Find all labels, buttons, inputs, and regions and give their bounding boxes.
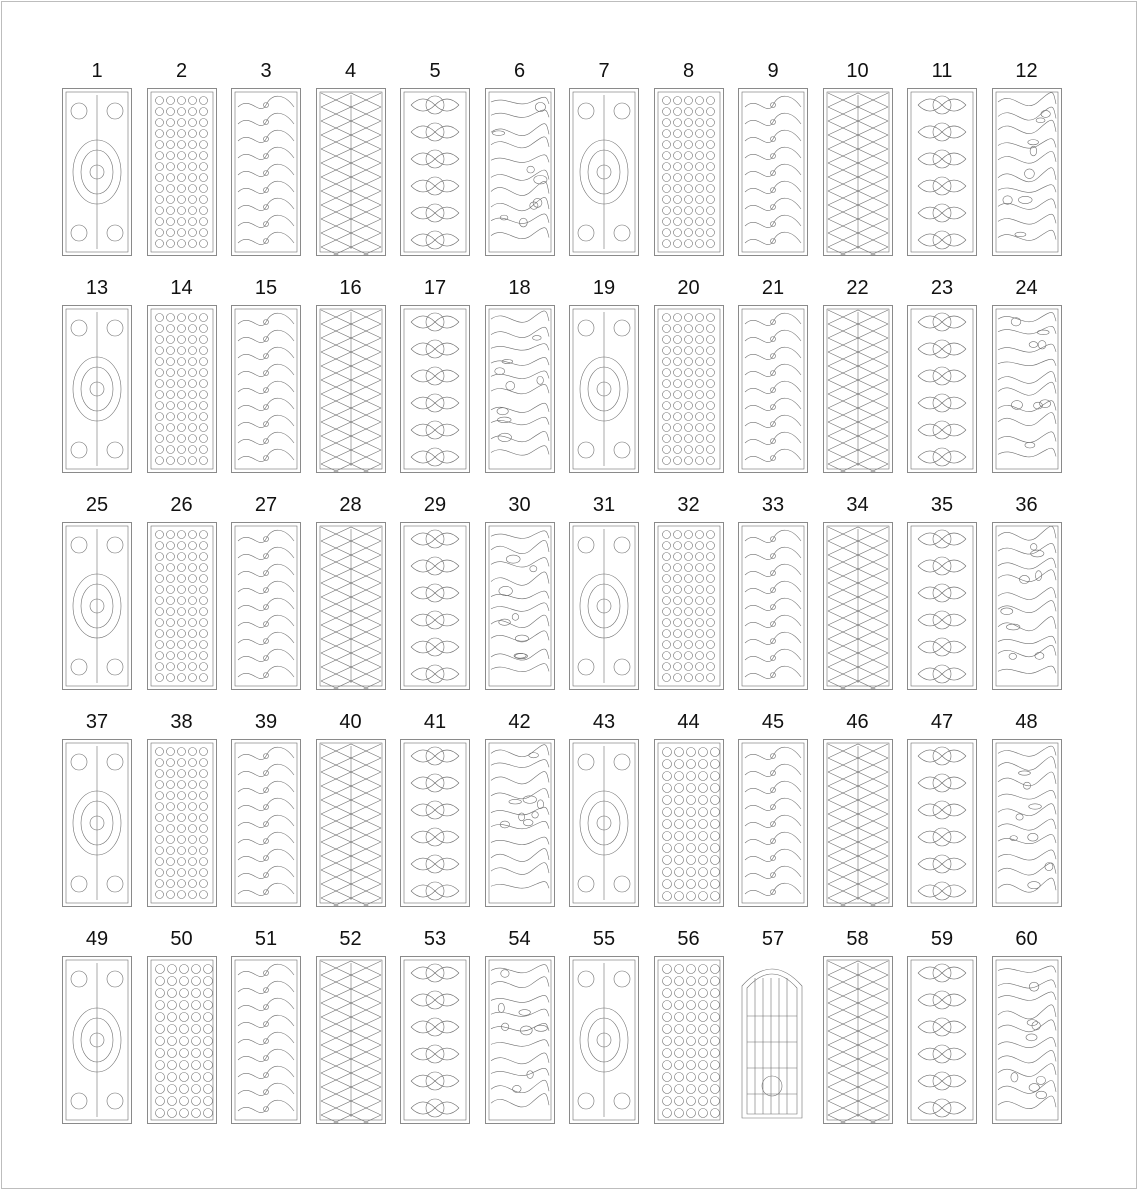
panel-number: 28 <box>339 494 362 516</box>
panel-cell <box>231 709 301 909</box>
pebble-panel <box>907 956 977 1124</box>
panel-pattern-icon <box>232 957 300 1123</box>
panel-pattern-icon <box>486 523 554 689</box>
panel-pattern-icon <box>401 957 469 1123</box>
star-flower-panel <box>738 739 808 907</box>
panel-cell <box>147 58 217 258</box>
floral-lace-panel <box>231 739 301 907</box>
panel-cell <box>738 709 808 909</box>
panel-cell <box>316 492 386 692</box>
leaf-scroll-panel <box>654 88 724 256</box>
panel-cell <box>738 275 808 475</box>
panel-pattern-icon <box>232 89 300 255</box>
panel-number: 57 <box>761 928 785 950</box>
panel-pattern-icon <box>908 523 976 689</box>
panel-number: 7 <box>598 60 610 82</box>
panel-pattern-icon <box>824 306 892 472</box>
scroll-lattice-panel <box>485 305 555 473</box>
panel-number: 1 <box>91 60 103 82</box>
circle-grid-panel <box>231 522 301 690</box>
panel-pattern-icon <box>317 957 385 1123</box>
panel-pattern-icon <box>401 306 469 472</box>
moorish-panel <box>569 956 639 1124</box>
panel-pattern-icon <box>232 740 300 906</box>
panel-number: 25 <box>85 494 109 516</box>
damask-panel <box>147 522 217 690</box>
wave-scroll-panel <box>992 739 1062 907</box>
hook-scroll-panel <box>316 956 386 1124</box>
panel-number: 38 <box>170 711 193 733</box>
panel-cell <box>569 492 639 692</box>
panel-cell <box>62 58 132 258</box>
panel-cell <box>400 709 470 909</box>
vase-floral-panel <box>316 88 386 256</box>
scale-panel <box>992 522 1062 690</box>
double-rosette-panel <box>231 88 301 256</box>
hex-lattice-panel <box>485 522 555 690</box>
panel-cell <box>485 275 555 475</box>
geometric-cross-panel <box>738 522 808 690</box>
panel-cell <box>316 926 386 1126</box>
panel-pattern-icon <box>317 306 385 472</box>
panel-number: 14 <box>170 277 193 299</box>
cross-lattice-panel <box>400 522 470 690</box>
panel-pattern-icon <box>63 740 131 906</box>
flower-scroll-panel <box>316 305 386 473</box>
panel-cell <box>147 492 217 692</box>
panel-number: 36 <box>1015 494 1038 516</box>
panel-number: 48 <box>1015 711 1038 733</box>
medallion-panel <box>62 88 132 256</box>
panel-pattern-icon <box>908 306 976 472</box>
butterfly-panel <box>400 956 470 1124</box>
panel-pattern-icon <box>401 89 469 255</box>
panel-cell <box>654 275 724 475</box>
panel-number: 41 <box>423 711 447 733</box>
panel-number: 45 <box>761 711 785 733</box>
panel-pattern-icon <box>401 523 469 689</box>
panel-number: 19 <box>592 277 616 299</box>
fretwork-grid-panel <box>485 88 555 256</box>
tendril-panel <box>316 739 386 907</box>
ring-scroll-panel <box>654 522 724 690</box>
greek-key-panel <box>400 305 470 473</box>
panel-number: 55 <box>592 928 616 950</box>
panel-number: 3 <box>260 60 272 82</box>
panel-cell <box>907 275 977 475</box>
panel-cell <box>569 926 639 1126</box>
panel-pattern-icon <box>317 740 385 906</box>
panel-pattern-icon <box>739 740 807 906</box>
panel-cell <box>992 58 1062 258</box>
panel-pattern-icon <box>486 89 554 255</box>
knot-panel <box>485 956 555 1124</box>
panel-cell <box>569 709 639 909</box>
panel-pattern-icon <box>655 306 723 472</box>
swirl-column-panel <box>823 956 893 1124</box>
wave-line-panel <box>231 305 301 473</box>
floral-column-panel <box>738 88 808 256</box>
panel-number: 8 <box>682 60 695 82</box>
panel-pattern-icon <box>401 740 469 906</box>
panel-pattern-icon <box>908 740 976 906</box>
fine-lattice-panel <box>62 956 132 1124</box>
panel-number: 22 <box>846 277 869 299</box>
panel-cell <box>654 926 724 1126</box>
panel-cell <box>907 926 977 1126</box>
panel-cell <box>62 275 132 475</box>
panel-number: 16 <box>339 277 362 299</box>
panel-pattern-icon <box>570 89 638 255</box>
panel-cell <box>147 926 217 1126</box>
panel-number: 13 <box>85 277 109 299</box>
panel-cell <box>992 709 1062 909</box>
panel-cell <box>654 58 724 258</box>
damask-diamond-panel <box>231 956 301 1124</box>
oval-frame-panel <box>569 522 639 690</box>
panel-cell <box>147 275 217 475</box>
panel-pattern-icon <box>655 89 723 255</box>
panel-number: 54 <box>508 928 531 950</box>
star-grid-panel <box>62 522 132 690</box>
weave-panel <box>569 739 639 907</box>
panel-cell <box>231 58 301 258</box>
panel-cell <box>316 275 386 475</box>
panel-cell <box>823 492 893 692</box>
panel-number: 53 <box>423 928 447 950</box>
panel-number: 46 <box>846 711 869 733</box>
panel-cell <box>231 926 301 1126</box>
panel-pattern-icon <box>63 523 131 689</box>
panel-number: 10 <box>846 60 869 82</box>
panel-number: 29 <box>423 494 447 516</box>
panel-cell <box>654 492 724 692</box>
panel-number: 43 <box>592 711 616 733</box>
circle-scroll-panel <box>569 305 639 473</box>
panel-cell <box>62 709 132 909</box>
panel-number: 42 <box>508 711 531 733</box>
panel-cell <box>400 926 470 1126</box>
maze-panel <box>907 522 977 690</box>
panel-number: 12 <box>1015 60 1038 82</box>
panel-pattern-icon <box>993 957 1061 1123</box>
panel-pattern-icon <box>317 523 385 689</box>
panel-cell <box>569 275 639 475</box>
panel-number: 6 <box>513 60 526 82</box>
panel-number: 26 <box>170 494 193 516</box>
arabesque-panel <box>569 88 639 256</box>
panel-pattern-icon <box>655 957 723 1123</box>
panel-cell <box>738 58 808 258</box>
panel-pattern-icon <box>655 523 723 689</box>
panel-pattern-icon <box>570 957 638 1123</box>
panel-pattern-icon <box>232 523 300 689</box>
panel-cell <box>485 492 555 692</box>
panel-number: 17 <box>423 277 447 299</box>
panel-number: 15 <box>254 277 278 299</box>
ring-lattice-panel <box>992 305 1062 473</box>
panel-pattern-icon <box>738 956 806 1122</box>
panel-pattern-icon <box>993 306 1061 472</box>
bracket-scroll-panel <box>823 739 893 907</box>
panel-number: 50 <box>170 928 193 950</box>
panel-pattern-icon <box>570 523 638 689</box>
panel-pattern-icon <box>148 523 216 689</box>
panel-cell <box>823 58 893 258</box>
panel-number: 20 <box>677 277 700 299</box>
arched-window-panel <box>738 956 808 1124</box>
scroll-frame-panel <box>400 88 470 256</box>
panel-number: 32 <box>677 494 700 516</box>
panel-cell <box>485 58 555 258</box>
panel-cell <box>485 709 555 909</box>
panel-number: 44 <box>677 711 700 733</box>
dense-floral-panel <box>907 305 977 473</box>
panel-pattern-icon <box>993 89 1061 255</box>
panel-number: 23 <box>930 277 954 299</box>
panel-number: 2 <box>175 60 188 82</box>
panel-cell <box>400 58 470 258</box>
panel-number: 27 <box>254 494 278 516</box>
panel-number: 49 <box>85 928 109 950</box>
panel-pattern-icon <box>824 89 892 255</box>
panel-pattern-icon <box>739 306 807 472</box>
panel-number: 51 <box>254 928 278 950</box>
panel-pattern-icon <box>232 306 300 472</box>
panel-number: 21 <box>761 277 785 299</box>
panel-cell <box>823 275 893 475</box>
panel-number: 56 <box>677 928 700 950</box>
panel-cell <box>738 492 808 692</box>
panel-pattern-icon <box>148 306 216 472</box>
panel-pattern-icon <box>486 306 554 472</box>
oval-medallion-panel <box>147 88 217 256</box>
panel-cell <box>231 492 301 692</box>
panel-cell <box>907 492 977 692</box>
panel-pattern-icon <box>317 89 385 255</box>
floral-damask-panel <box>147 739 217 907</box>
panel-number: 4 <box>344 60 357 82</box>
vine-panel <box>654 305 724 473</box>
panel-pattern-icon <box>655 740 723 906</box>
split-scroll-panel <box>907 739 977 907</box>
dense-medallion-panel <box>907 88 977 256</box>
vine-frame-panel <box>992 956 1062 1124</box>
lace-scroll-panel <box>147 956 217 1124</box>
curl-panel <box>654 739 724 907</box>
panel-cell <box>907 58 977 258</box>
spiral-panel <box>823 305 893 473</box>
panel-number: 40 <box>339 711 362 733</box>
panel-catalog-grid <box>62 58 1084 1138</box>
panel-cell <box>654 709 724 909</box>
panel-number: 37 <box>85 711 109 733</box>
flame-panel <box>400 739 470 907</box>
panel-number: 47 <box>930 711 954 733</box>
panel-cell <box>992 926 1062 1126</box>
panel-number: 24 <box>1015 277 1038 299</box>
panel-cell <box>62 926 132 1126</box>
vertical-bar-panel <box>62 305 132 473</box>
panel-number: 33 <box>761 494 785 516</box>
totem-panel <box>147 305 217 473</box>
panel-pattern-icon <box>739 523 807 689</box>
panel-pattern-icon <box>824 740 892 906</box>
panel-number: 18 <box>508 277 531 299</box>
panel-pattern-icon <box>993 523 1061 689</box>
panel-cell <box>147 709 217 909</box>
panel-pattern-icon <box>63 89 131 255</box>
panel-cell <box>400 492 470 692</box>
panel-number: 30 <box>508 494 531 516</box>
panel-pattern-icon <box>486 740 554 906</box>
snowflake-panel <box>823 522 893 690</box>
panel-pattern-icon <box>739 89 807 255</box>
tile-grid-panel <box>654 956 724 1124</box>
panel-number: 31 <box>592 494 616 516</box>
panel-pattern-icon <box>570 306 638 472</box>
panel-pattern-icon <box>63 306 131 472</box>
panel-number: 35 <box>930 494 954 516</box>
panel-cell <box>62 492 132 692</box>
panel-cell <box>823 926 893 1126</box>
panel-number: 39 <box>254 711 278 733</box>
panel-number: 59 <box>930 928 954 950</box>
panel-pattern-icon <box>908 957 976 1123</box>
panel-number: 52 <box>339 928 362 950</box>
panel-pattern-icon <box>824 957 892 1123</box>
panel-pattern-icon <box>63 957 131 1123</box>
diamond-lattice-panel <box>485 739 555 907</box>
panel-cell <box>316 58 386 258</box>
panel-cell <box>316 709 386 909</box>
panel-number: 9 <box>767 60 779 82</box>
panel-number: 11 <box>931 60 953 82</box>
panel-cell <box>992 492 1062 692</box>
panel-cell <box>400 275 470 475</box>
panel-cell <box>569 58 639 258</box>
panel-pattern-icon <box>148 89 216 255</box>
panel-number: 5 <box>429 60 441 82</box>
swirl-scroll-panel <box>992 88 1062 256</box>
panel-cell <box>485 926 555 1126</box>
panel-number: 34 <box>846 494 869 516</box>
panel-pattern-icon <box>570 740 638 906</box>
panel-pattern-icon <box>993 740 1061 906</box>
panel-cell <box>907 709 977 909</box>
panel-pattern-icon <box>824 523 892 689</box>
panel-number: 58 <box>846 928 869 950</box>
panel-pattern-icon <box>148 740 216 906</box>
panel-cell <box>823 709 893 909</box>
panel-cell <box>992 275 1062 475</box>
panel-pattern-icon <box>486 957 554 1123</box>
puzzle-scroll-panel <box>62 739 132 907</box>
panel-cell <box>231 275 301 475</box>
panel-pattern-icon <box>908 89 976 255</box>
horse-panel <box>738 305 808 473</box>
panel-number: 60 <box>1015 928 1038 950</box>
panel-cell <box>738 926 808 1126</box>
ornate-lattice-panel <box>316 522 386 690</box>
panel-pattern-icon <box>148 957 216 1123</box>
star-lattice-panel <box>823 88 893 256</box>
